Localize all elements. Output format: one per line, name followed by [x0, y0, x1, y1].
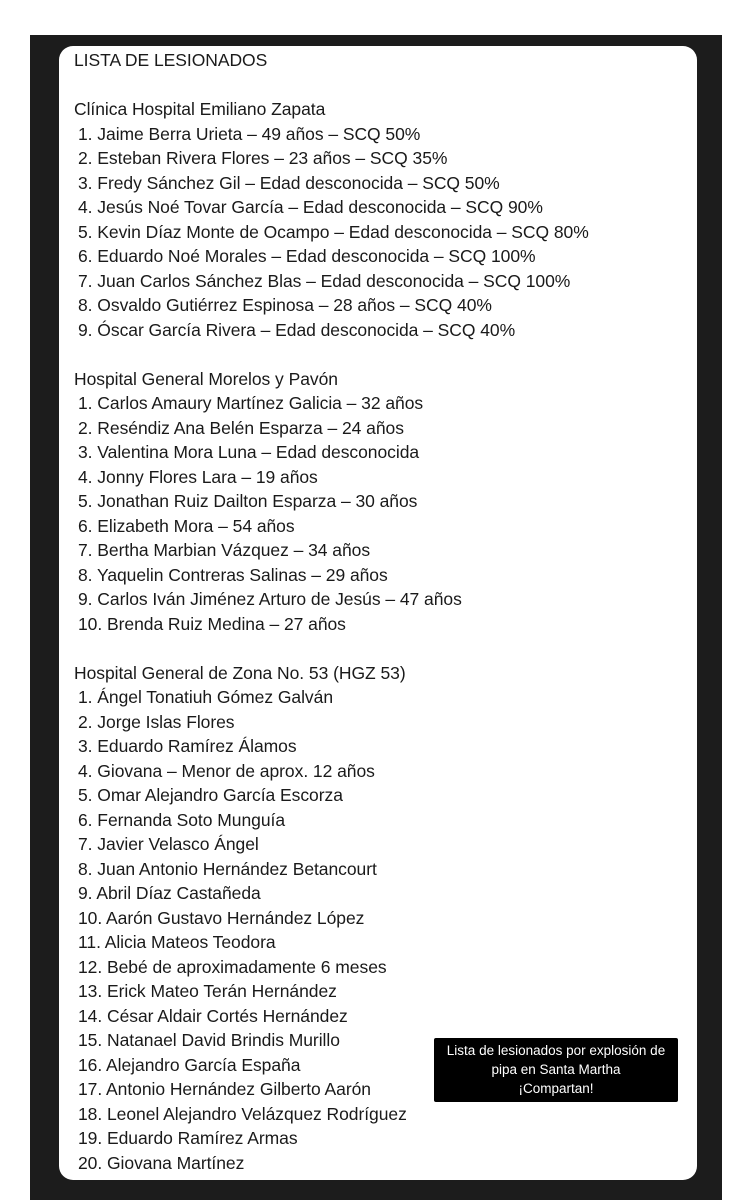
list-item: 13. Erick Mateo Terán Hernández — [78, 981, 337, 1001]
list-item: 5. Jonathan Ruiz Dailton Esparza – 30 años — [78, 491, 418, 511]
story-caption-sticker — [434, 1038, 678, 1102]
list-item: 19. Eduardo Ramírez Armas — [78, 1128, 298, 1148]
list-item: 3. Valentina Mora Luna – Edad desconocida — [78, 442, 420, 462]
list-item: 12. Bebé de aproximadamente 6 meses — [78, 956, 387, 977]
list-item: 8. Osvaldo Gutiérrez Espinosa – 28 años – SCQ 40% — [78, 295, 492, 315]
section-title: Hospital General de Zona No. 53 (HGZ 53) — [74, 662, 406, 683]
list-item: 10. Brenda Ruiz Medina – 27 años — [78, 613, 346, 634]
list-item: 9. Carlos Iván Jiménez Arturo de Jesús – 47 años — [78, 589, 462, 609]
list-title: LISTA DE LESIONADOS — [74, 50, 268, 70]
section-clinica-emiliano-zapata — [74, 97, 697, 342]
section-title: Hospital General Morelos y Pavón — [74, 368, 338, 389]
list-item: 8. Yaquelin Contreras Salinas – 29 años — [78, 564, 388, 585]
list-item: 3. Fredy Sánchez Gil – Edad desconocida – SCQ 50% — [78, 172, 500, 193]
list-item: 6. Elizabeth Mora – 54 años — [78, 515, 295, 536]
list-item: 4. Jonny Flores Lara – 19 años — [78, 466, 318, 487]
list-item: 6. Eduardo Noé Morales – Edad desconocida – SCQ 100% — [78, 246, 536, 266]
list-item: 7. Juan Carlos Sánchez Blas – Edad desconocida – SCQ 100% — [78, 270, 571, 291]
spacer — [74, 342, 697, 367]
list-item: 20. Giovana Martínez — [78, 1152, 245, 1173]
list-item: 5. Omar Alejandro García Escorza — [78, 785, 343, 805]
list-item: 11. Alicia Mateos Teodora — [78, 932, 276, 952]
spacer — [74, 636, 697, 661]
list-item: 2. Reséndiz Ana Belén Esparza – 24 años — [78, 417, 404, 438]
list-item: 4. Jesús Noé Tovar García – Edad desconocida – SCQ 90% — [78, 197, 543, 217]
list-item: 1. Ángel Tonatiuh Gómez Galván — [78, 687, 334, 707]
list-item: 9. Abril Díaz Castañeda — [78, 883, 261, 903]
list-item: 7. Bertha Marbian Vázquez – 34 años — [78, 540, 371, 560]
list-item: 18. Leonel Alejandro Velázquez Rodríguez — [78, 1103, 407, 1124]
list-item: 10. Aarón Gustavo Hernández López — [78, 907, 365, 928]
caption-line: ¡Compartan! — [518, 1081, 594, 1096]
list-item: 15. Natanael David Brindis Murillo — [78, 1030, 340, 1050]
list-item: 1. Jaime Berra Urieta – 49 años – SCQ 50% — [78, 123, 421, 144]
list-item: 2. Jorge Islas Flores — [78, 711, 235, 732]
document-card — [59, 46, 697, 1180]
list-item: 7. Javier Velasco Ángel — [78, 834, 259, 854]
list-item: 1. Carlos Amaury Martínez Galicia – 32 años — [78, 393, 424, 413]
list-item: 5. Kevin Díaz Monte de Ocampo – Edad desconocida – SCQ 80% — [78, 221, 589, 242]
list-item: 14. César Aldair Cortés Hernández — [78, 1005, 348, 1026]
caption-line: Lista de lesionados por explosión de — [446, 1043, 666, 1058]
list-item: 17. Antonio Hernández Gilberto Aarón — [78, 1079, 371, 1099]
list-item: 6. Fernanda Soto Munguía — [78, 809, 285, 830]
spacer — [74, 73, 697, 98]
section-hospital-morelos-pavon — [74, 367, 697, 637]
list-item: 3. Eduardo Ramírez Álamos — [78, 736, 297, 756]
list-item: 9. Óscar García Rivera – Edad desconocida – SCQ 40% — [78, 319, 516, 340]
list-item: 4. Giovana – Menor de aprox. 12 años — [78, 760, 375, 781]
list-item: 2. Esteban Rivera Flores – 23 años – SCQ 35% — [78, 148, 448, 168]
list-item: 8. Juan Antonio Hernández Betancourt — [78, 858, 377, 879]
caption-line: pipa en Santa Martha — [491, 1062, 621, 1077]
list-item: 16. Alejandro García España — [78, 1054, 301, 1075]
section-title: Clínica Hospital Emiliano Zapata — [74, 99, 326, 119]
